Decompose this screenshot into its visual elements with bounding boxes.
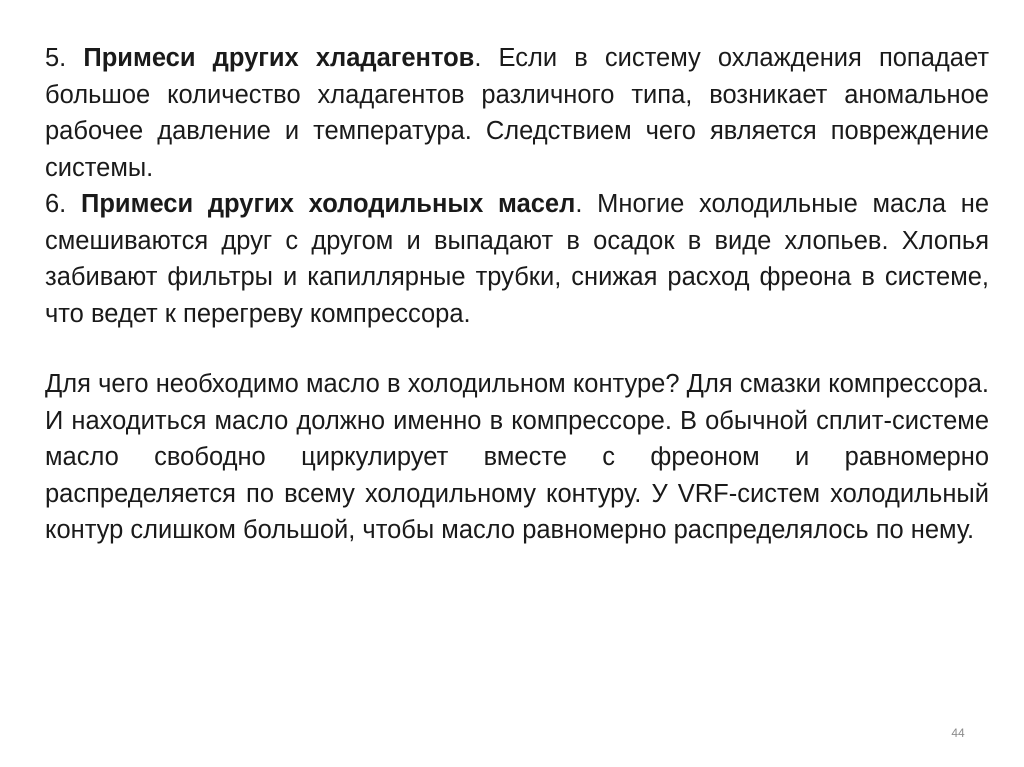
item-5-text: . Если в систему охлаждения попадает большое количество хладагентов различного типа, возникает аномальное рабочее давление и температура. Следствием чего является повреждение системы. xyxy=(45,44,989,182)
item-6-number: 6. xyxy=(45,190,67,218)
item-5-number: 5. xyxy=(45,44,67,72)
slide-body xyxy=(45,40,989,549)
item-5 xyxy=(45,40,989,186)
item-6-text: . Многие холодильные масла не смешиваются друг с другом и выпадают в осадок в виде хлопьев. Хлопья забивают фильтры и капиллярные трубки, снижая расход фреона в системе, что ведет к перегреву компрессора. xyxy=(45,190,990,328)
item-5-title: Примеси других хладагентов xyxy=(83,44,475,72)
page-number: 44 xyxy=(951,726,965,740)
item-6 xyxy=(45,186,989,332)
item-6-title: Примеси других холодильных масел xyxy=(81,190,576,218)
oil-paragraph: Для чего необходимо масло в холодильном контуре? Для смазки компрессора. И находиться масло должно именно в компрессоре. В обычной сплит-системе масло свободно циркулирует вместе с фреоном и равномерно распределяется по всему холодильному контуру. У VRF-систем холодильный контур слишком большой, чтобы масло равномерно распределялось по нему. xyxy=(45,370,989,544)
